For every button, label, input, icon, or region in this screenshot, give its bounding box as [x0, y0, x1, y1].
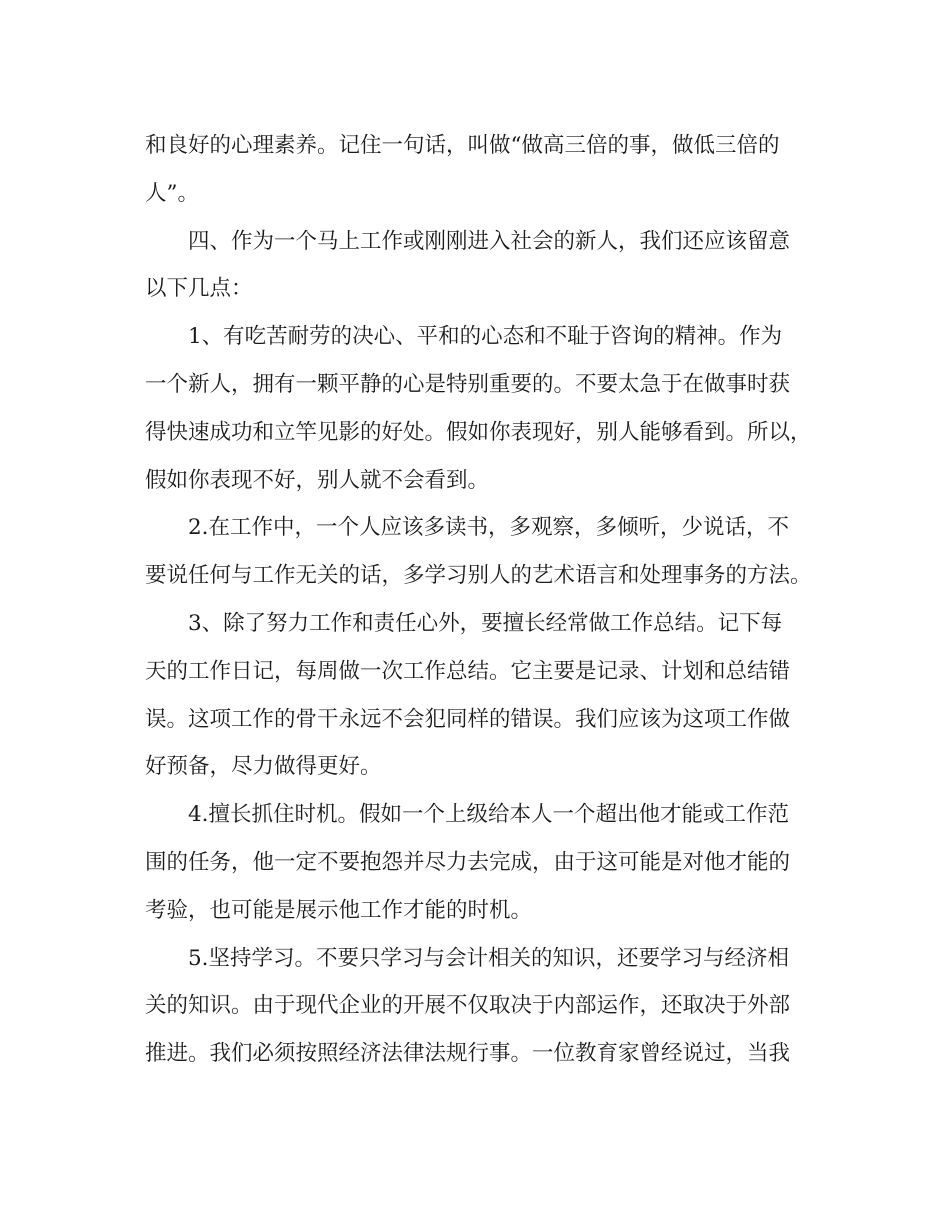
text-line: 4.擅长抓住时机。假如一个上级给本人一个超出他才能或工作范: [188, 802, 790, 828]
text-line: 以下几点：: [145, 276, 253, 302]
paragraph-7: [145, 935, 810, 1078]
text-line: 考验，也可能是展示他工作才能的时机。: [145, 897, 533, 923]
paragraph-6: [145, 791, 810, 934]
text-line: 四、作为一个马上工作或刚刚进入社会的新人，我们还应该留意: [188, 228, 791, 254]
text-line: 1、有吃苦耐劳的决心、平和的心态和不耻于咨询的精神。作为: [188, 324, 783, 350]
text-line: 围的任务，他一定不要抱怨并尽力去完成，由于这可能是对他才能的: [145, 849, 791, 875]
text-line: 假如你表现不好，别人就不会看到。: [145, 467, 490, 493]
text-line: 一个新人，拥有一颗平静的心是特别重要的。不要太急于在做事时获: [145, 371, 791, 397]
text-line: 5.坚持学习。不要只学习与会计相关的知识，还要学习与经济相: [188, 945, 790, 971]
paragraph-4: [145, 504, 810, 600]
text-line: 3、除了努力工作和责任心外，要擅长经常做工作总结。记下每: [188, 610, 783, 636]
text-line: 推进。我们必须按照经济法律法规行事。一位教育家曾经说过，当我: [145, 1041, 791, 1067]
paragraph-1: [145, 122, 810, 218]
text-line: 要说任何与工作无关的话，多学习别人的艺术语言和处理事务的方法。: [145, 563, 812, 589]
text-line: 关的知识。由于现代企业的开展不仅取决于内部运作，还取决于外部: [145, 993, 791, 1019]
text-line: 好预备，尽力做得更好。: [145, 754, 382, 780]
paragraph-5: [145, 600, 810, 791]
document-body: [145, 122, 810, 1078]
paragraph-3: [145, 313, 810, 504]
text-line: 误。这项工作的骨干永远不会犯同样的错误。我们应该为这项工作做: [145, 706, 791, 732]
text-line: 2.在工作中，一个人应该多读书，多观察，多倾听，少说话，不: [188, 515, 790, 541]
text-line: 得快速成功和立竿见影的好处。假如你表现好，别人能够看到。所以，: [145, 419, 812, 445]
text-line: 天的工作日记，每周做一次工作总结。它主要是记录、计划和总结错: [145, 658, 791, 684]
text-line: 人”。: [145, 180, 199, 206]
paragraph-2: [145, 218, 810, 314]
text-line: 和良好的心理素养。记住一句话，叫做“做高三倍的事，做低三倍的: [145, 133, 780, 158]
